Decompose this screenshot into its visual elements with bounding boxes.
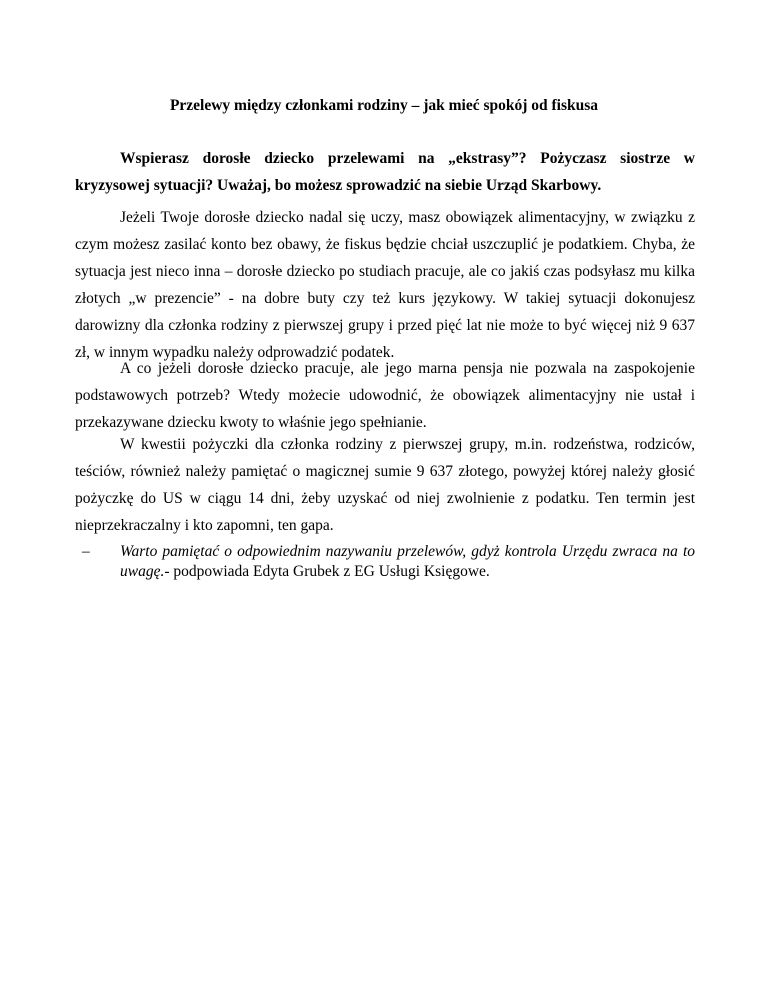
body-paragraph-1 (75, 204, 695, 366)
quote-text (120, 542, 695, 582)
body-paragraph-3 (75, 431, 695, 539)
quote-bullet-item (75, 542, 695, 582)
lead-text: Wspierasz dorosłe dziecko przelewami na „ekstrasy”? Pożyczasz siostrze w kryzysowej sytuacji? Uważaj, bo możesz sprowadzić na siebie Urząd Skarbowy. (75, 150, 695, 194)
document-title: Przelewy między członkami rodziny – jak mieć spokój od fiskusa (169, 97, 599, 114)
lead-paragraph (75, 145, 695, 199)
bullet-dash: – (82, 543, 90, 560)
body-paragraph-2 (75, 355, 695, 436)
paragraph-text: A co jeżeli dorosłe dziecko pracuje, ale jego marna pensja nie pozwala na zaspokojenie podstawowych potrzeb? Wtedy możecie udowodnić, że obowiązek alimentacyjny nie ustał i przekazywane dziecku kwoty to właśnie jego spełnianie. (75, 360, 695, 431)
quote-attribution: - podpowiada Edyta Grubek z EG Usługi Księgowe. (164, 563, 490, 580)
quote-italic-text: Warto pamiętać o odpowiednim nazywaniu przelewów, gdyż kontrola Urzędu zwraca na to uwagę. (120, 543, 695, 580)
paragraph-text: Jeżeli Twoje dorosłe dziecko nadal się uczy, masz obowiązek alimentacyjny, w związku z czym możesz zasilać konto bez obawy, że fiskus będzie chciał uszczuplić je podatkiem. Chyba, że sytuacja jest nieco inna – dorosłe dziecko po studiach pracuje, ale co jakiś czas podsyłasz mu kilka złotych „w prezencie” - na dobre buty czy też kurs językowy. W takiej sytuacji dokonujesz darowizny dla członka rodziny z pierwszej grupy i przed pięć lat nie może to być więcej niż 9 637 zł, w innym wypadku należy odprowadzić podatek. (75, 209, 695, 361)
paragraph-text: W kwestii pożyczki dla członka rodziny z pierwszej grupy, m.in. rodzeństwa, rodziców, teściów, również należy pamiętać o magicznej sumie 9 637 złotego, powyżej której należy głosić pożyczkę do US w ciągu 14 dni, żeby uzyskać od niej zwolnienie z podatku. Ten termin jest nieprzekraczalny i kto zapomni, ten gapa. (75, 436, 695, 534)
